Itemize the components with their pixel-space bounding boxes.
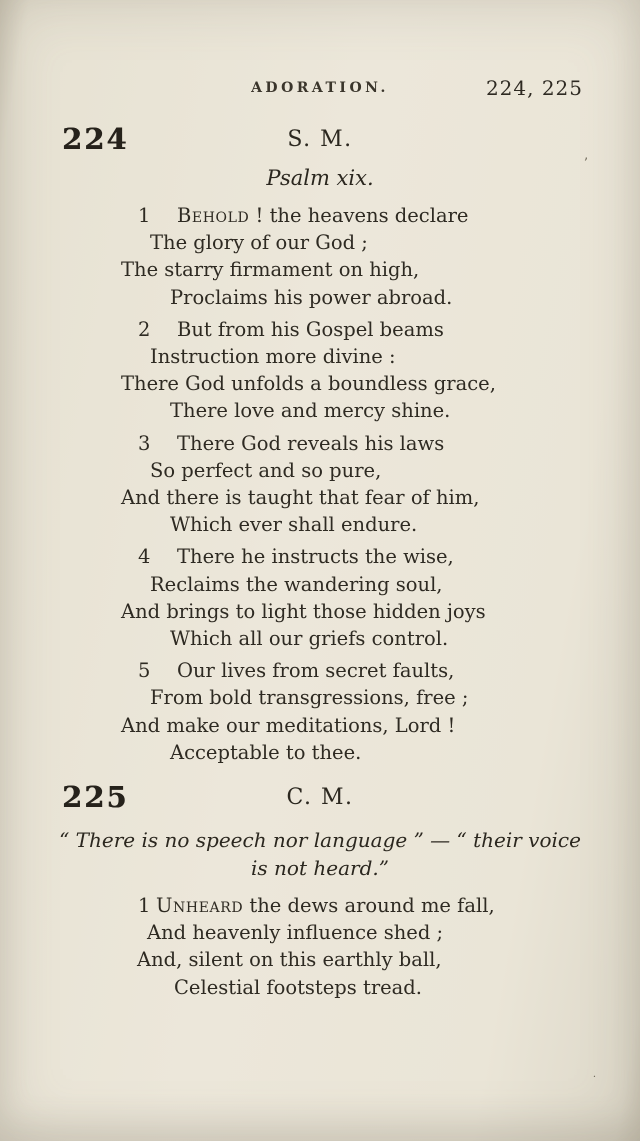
hymn-225-verses [0,892,640,1001]
running-title: ADORATION. [251,80,389,96]
verse-line: Instruction more divine : [150,345,396,369]
verse-number: 1 [138,204,151,227]
smallcaps-lead-word: Unheard [156,894,244,918]
hymn-225-meter: C. M. [286,785,354,811]
verse-line: Which all our griefs control. [170,627,449,651]
verse-line: And brings to light those hidden joys [121,599,486,623]
verse-line: Acceptable to thee. [170,740,362,764]
verse-number: 5 [138,659,151,683]
verse-line: And there is taught that fear of him, [121,486,480,510]
verse-line: There God reveals his laws [177,431,445,455]
hymn-224-meter: S. M. [287,127,353,152]
verse [0,316,640,425]
verse-line: But from his Gospel beams [177,317,444,341]
hymn-225-heading [0,782,640,814]
scan-speck: ’ [583,156,588,171]
verse-line: The glory of our God ; [150,231,368,255]
verse [0,202,640,311]
verse [0,543,640,652]
verse-number: 1 [138,894,151,918]
verse-line: The starry firmament on high, [121,258,420,282]
verse-line: And make our meditations, Lord ! [121,713,456,737]
hymn-224-subtitle: Psalm xix. [266,166,374,190]
page-numbers: 224, 225 [485,76,583,100]
verse-line: And heavenly influence shed ; [147,921,444,945]
hymn-225-quote [0,826,640,882]
verse-line: There God unfolds a boundless grace, [121,372,496,396]
hymn-225 [0,782,640,1001]
hymn-225-number: 225 [62,780,129,815]
verse-number: 2 [138,317,151,341]
verse-number: 3 [138,431,151,455]
verse [0,430,640,539]
verse-line: There love and mercy shine. [170,399,451,423]
verse-line: Our lives from secret faults, [177,659,455,683]
hymn-224-number: 224 [62,122,129,156]
hymn-224-verses [0,202,640,766]
quote-line: “ There is no speech nor language ” — “ their voice [59,828,581,853]
verse-line: Unheard the dews around me fall, [156,894,495,918]
verse-line: Which ever shall endure. [170,513,418,537]
smallcaps-lead-word: Behold [177,204,250,227]
verse-line: Behold ! the heavens declare [177,204,469,227]
verse-line: Celestial footsteps tread. [174,975,422,999]
scan-speck: · [592,1072,596,1083]
verse-number: 4 [138,545,151,569]
hymn-224 [0,124,640,766]
verse-line: So perfect and so pure, [150,458,382,482]
hymn-224-heading [0,124,640,156]
verse [0,657,640,766]
verse-line: From bold transgressions, free ; [150,686,469,710]
verse-line: Reclaims the wandering soul, [150,572,443,596]
verse-line: And, silent on this earthly ball, [137,948,442,972]
verse [0,892,640,1001]
running-head [0,76,640,100]
quote-line: is not heard.” [251,856,389,881]
verse-line: Proclaims his power abroad. [170,285,453,309]
verse-line: There he instructs the wise, [177,545,454,569]
